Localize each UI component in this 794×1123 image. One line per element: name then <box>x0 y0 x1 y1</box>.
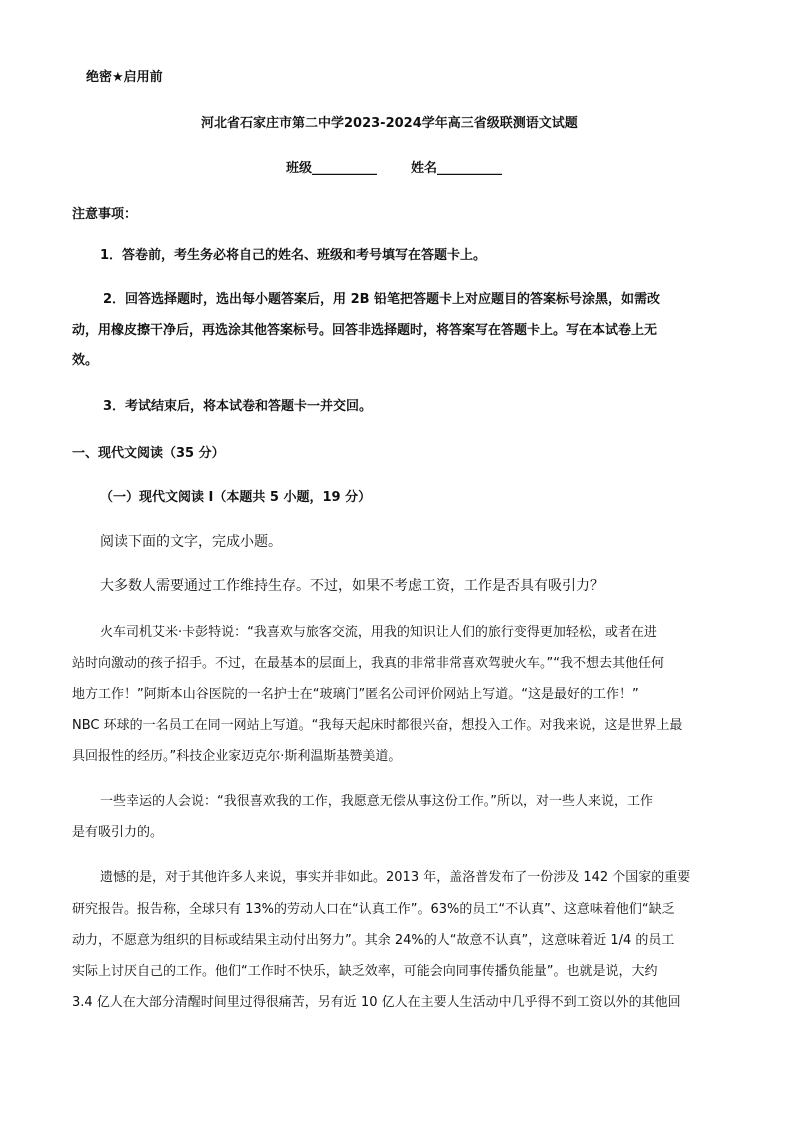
section-heading: 一、现代文阅读（35 分） <box>72 446 225 461</box>
reading-instruction: 阅读下面的文字，完成小题。 <box>100 534 282 550</box>
notice-item-3: 3．考试结束后，将本试卷和答题卡一并交回。 <box>103 399 373 414</box>
notice-item-1: 1．答卷前，考生务必将自己的姓名、班级和考号填写在答题卡上。 <box>100 248 487 263</box>
notice-item-2-line-2: 动，用橡皮擦干净后，再选涂其他答案标号。回答非选择题时，将答案写在答题卡上。写在本试卷上无 <box>72 323 658 338</box>
secret-label: 绝密★启用前 <box>86 70 163 85</box>
passage-paragraph-2-line-5: 具回报性的经历。”科技企业家迈克尔·斯利温斯基赞美道。 <box>72 749 402 764</box>
passage-paragraph-4-line-3: 动力，不愿意为组织的目标或结果主动付出努力”。其余 24%的人“故意不认真”，这意味着近 1/4 的员工 <box>72 933 675 948</box>
passage-paragraph-2-line-1: 火车司机艾米·卡彭特说：“我喜欢与旅客交流，用我的知识让人们的旅行变得更加轻松，或者在进 <box>100 625 657 640</box>
notice-heading: 注意事项： <box>72 207 138 222</box>
passage-paragraph-3-line-2: 是有吸引力的。 <box>72 825 164 840</box>
name-field: 姓名__________ <box>411 161 503 176</box>
passage-paragraph-4-line-5: 3.4 亿人在大部分清醒时间里过得很痛苦，另有近 10 亿人在主要人生活动中几乎得不到工资以外的其他回 <box>72 995 681 1010</box>
passage-paragraph-1: 大多数人需要通过工作维持生存。不过，如果不考虑工资，工作是否具有吸引力？ <box>100 578 604 594</box>
passage-paragraph-3-line-1: 一些幸运的人会说：“我很喜欢我的工作，我愿意无偿从事这份工作。”所以，对一些人来说，工作 <box>100 794 653 809</box>
passage-paragraph-2-line-3: 地方工作！”阿斯本山谷医院的一名护士在“玻璃门”匿名公司评价网站上写道。“这是最好的工作！” <box>72 687 639 702</box>
class-field: 班级__________ <box>286 161 378 176</box>
notice-item-2-line-3: 效。 <box>72 353 99 368</box>
passage-paragraph-2-line-2: 站时向激动的孩子招手。不过，在最基本的层面上，我真的非常非常喜欢驾驶火车。”“我不想去其他任何 <box>72 656 664 671</box>
exam-title: 河北省石家庄市第二中学2023-2024学年高三省级联测语文试题 <box>201 116 578 131</box>
passage-paragraph-4-line-4: 实际上讨厌自己的工作。他们“工作时不快乐，缺乏效率，可能会向同事传播负能量”。也就是说，大约 <box>72 964 658 979</box>
sub-section-heading: （一）现代文阅读 I（本题共 5 小题，19 分） <box>100 490 372 505</box>
passage-paragraph-4-line-2: 研究报告。报告称，全球只有 13%的劳动人口在“认真工作”。63%的员工“不认真”、这意味着他们“缺乏 <box>72 902 675 917</box>
passage-paragraph-4-line-1: 遗憾的是，对于其他许多人来说，事实并非如此。2013 年，盖洛普发布了一份涉及 142 个国家的重要 <box>100 870 691 885</box>
notice-item-2-line-1: 2．回答选择题时，选出每小题答案后，用 2B 铅笔把答题卡上对应题目的答案标号涂黑，如需改 <box>103 292 661 307</box>
passage-paragraph-2-line-4: NBC 环球的一名员工在同一网站上写道。“我每天起床时都很兴奋，想投入工作。对我来说，这是世界上最 <box>72 718 683 733</box>
